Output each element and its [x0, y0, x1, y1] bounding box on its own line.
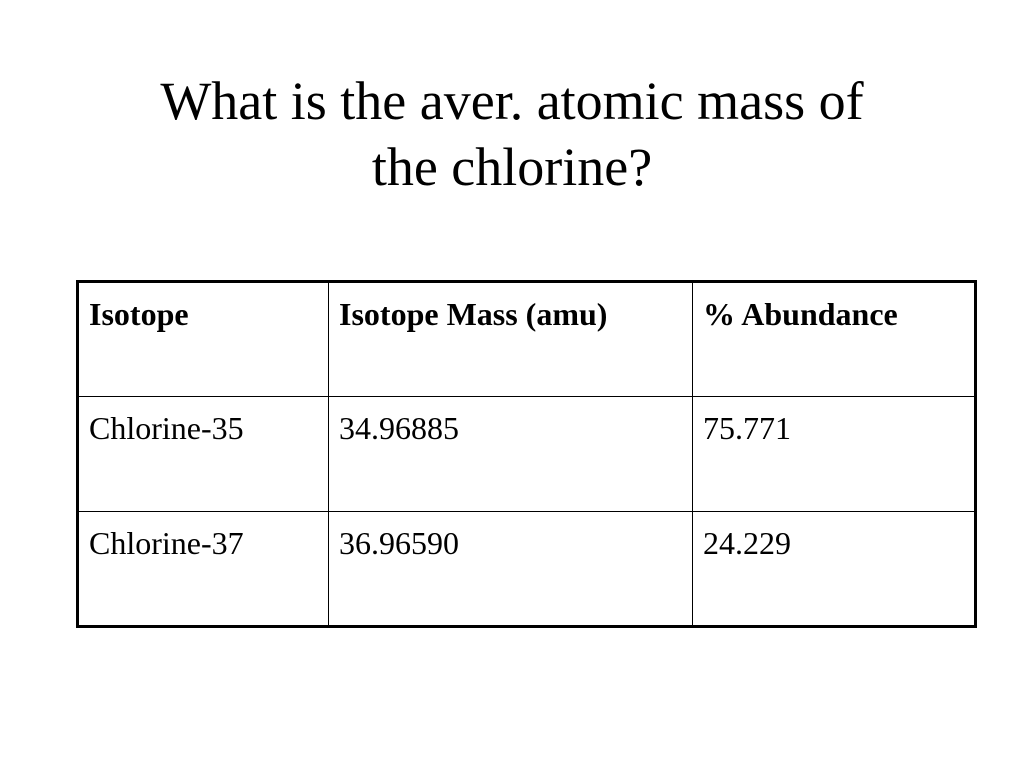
header-isotope: Isotope	[78, 282, 329, 397]
cell-isotope-mass: 34.96885	[329, 397, 693, 512]
cell-abundance: 75.771	[693, 397, 976, 512]
cell-isotope-mass: 36.96590	[329, 512, 693, 627]
header-isotope-mass: Isotope Mass (amu)	[329, 282, 693, 397]
slide-title-line-1: What is the aver. atomic mass of	[160, 71, 864, 131]
isotope-table	[76, 280, 977, 628]
cell-isotope: Chlorine-37	[78, 512, 329, 627]
table-row	[78, 512, 976, 627]
header-abundance: % Abundance	[693, 282, 976, 397]
cell-abundance: 24.229	[693, 512, 976, 627]
table-row	[78, 397, 976, 512]
slide-title-line-2: the chlorine?	[371, 137, 653, 197]
cell-isotope: Chlorine-35	[78, 397, 329, 512]
slide-title	[0, 68, 1024, 200]
table-header-row	[78, 282, 976, 397]
